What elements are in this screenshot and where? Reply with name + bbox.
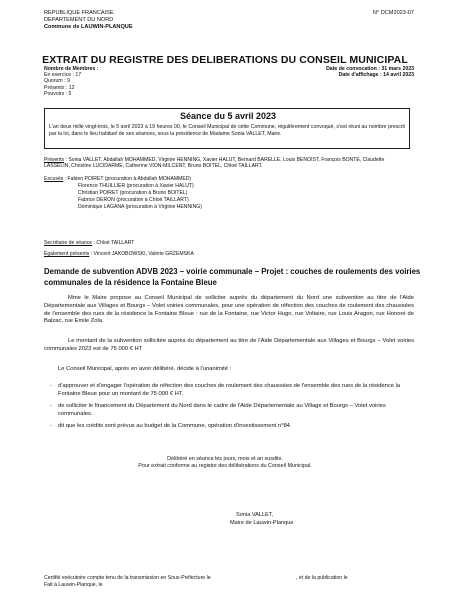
signatory-name: Sonia VALLET,: [236, 512, 274, 518]
members-pouvoirs: Pouvoirs : 5: [44, 90, 72, 97]
presents-label: Présents: [44, 157, 65, 163]
egalement-line: [44, 251, 194, 257]
decision-text: de solliciter le financement du Département du Nord dans le cadre de l'Aide Départementale au Village et Bourgs – Volet voiries communales.: [58, 403, 386, 417]
members-quorum: Quorum : 9: [44, 78, 70, 85]
secretaire-line: [44, 240, 134, 246]
seance-title: Séance du 5 avril 2023: [179, 111, 277, 121]
footer: [44, 575, 348, 589]
egalement-label: Également présents: [44, 251, 90, 257]
seance-box: [44, 108, 410, 149]
excuses-item: Fabrice DERON (procuration à Chloé TAILLART): [78, 197, 189, 203]
list-dash: -: [50, 403, 52, 409]
excuses-item: Dominique LAGANA (procuration à Virginie HENNING): [78, 204, 202, 210]
document-number: N° DCM2023-07: [372, 10, 414, 16]
members-presents: Présents : 12: [44, 84, 75, 91]
header-commune: Commune de LAUWIN-PLANQUE: [44, 23, 133, 30]
date-affichage: Date d'affichage : 14 avril 2023: [338, 72, 414, 79]
decision-item: [50, 423, 414, 431]
decision-text: d'approuver et d'engager l'opération de réfection des couches de roulement des chaussées de l'ensemble des rues de la résidence la Fontaine Bleue pour un montant de 75 000 € HT.: [58, 383, 401, 397]
excuses-item: Florence THUILLIER (procuration à Xavier HALUT): [78, 183, 194, 189]
decision-item: [50, 403, 414, 419]
footer-line-1: Certifié exécutoire compte tenu de la transmission en Sous-Préfecture le: [44, 575, 211, 581]
signatory-role: Maire de Lauwin-Planque: [230, 519, 294, 526]
body-paragraph-2: Le montant de la subvention sollicitée auprès du département au titre de l'Aide Départementale aux Villages et Bourgs – Volet voiries communales 2023 est de 75 000 € HT: [44, 338, 414, 352]
header-departement: DEPARTEMENT DU NORD: [44, 16, 114, 23]
excuses-item: Christian POIRET (procuration à Bruno BOITEL): [78, 190, 188, 196]
presents-line: [44, 157, 410, 170]
egalement-text: : Vincent JAKOBOWSKI, Valérie GRZEMSKA: [89, 251, 194, 257]
deliberation-subject: Demande de subvention ADVB 2023 – voirie communale – Projet : couches de roulements des voiries communales de la résidence la Fontaine Bleue: [44, 267, 421, 287]
members-en-exercice: En exercice : 17: [44, 72, 82, 79]
excuses-label: Excusés: [44, 176, 64, 182]
body-paragraph-3: Le Conseil Municipal, après en avoir délibéré, décide à l'unanimité :: [58, 366, 232, 372]
decision-text: dit que les crédits sont prévus au budget de la Commune, opération d'investissement n°84.: [58, 423, 292, 429]
members-block: [44, 66, 98, 97]
header-left: [44, 10, 133, 30]
excuses-item: : Fabien POIRET (procuration à Abdallah MOHAMMED): [63, 176, 192, 182]
footer-line-1-end: , et de la publication le: [296, 575, 348, 581]
list-dash: -: [50, 383, 52, 389]
page-title: EXTRAIT DU REGISTRE DES DELIBERATIONS DU CONSEIL MUNICIPAL: [42, 54, 408, 66]
members-heading: Nombre de Membres :: [44, 66, 99, 72]
excuses-block: [44, 176, 202, 210]
secretaire-text: : Chloé TAILLART: [92, 240, 135, 246]
decision-item: [50, 383, 414, 399]
signature-block: [230, 512, 293, 527]
body-paragraph-1: Mme le Maire propose au Conseil Municipal de solliciter auprès du département du Nord une subvention au titre de l'Aide Départementale aux Villages et Bourgs – Volet voiries communales, pour une opération de réfection des couches de roulement des chaussées de l'ensemble des rues de la résidence la Fontaine Bleue : rue de la Fontaine, rue Victor Hugo, rue Voltaire, rue Louis Aragon, rue Honoré de Balzac, rue Emile Zola.: [44, 295, 414, 325]
certify-line-1: Délibéré en séance les jours, mois et an susdits.: [167, 456, 283, 462]
list-dash: -: [50, 423, 52, 429]
date-convocation: Date de convocation : 31 mars 2023: [326, 66, 414, 72]
dates-block: [326, 66, 414, 78]
header-republique: REPUBLIQUE FRANCAISE: [44, 10, 114, 16]
seance-text: L'an deux mille vingt-trois, le 5 avril 2023 à 19 heures 00, le Conseil Municipal de cette Commune, régulièrement convoqué, s'est réuni au nombre prescrit par la loi, dans le lieu habituel de ses séances, sous la présidence de Madame Sonia VALLET, Maire.: [49, 124, 405, 137]
certify-line-2: Pour extrait conforme au registre des délibérations du Conseil Municipal.: [138, 463, 312, 469]
secretaire-label: Secrétaire de séance: [44, 240, 93, 246]
presents-text: : Sonia VALLET, Abdallah MOHAMMED, Virginie HENNING, Xavier HALUT, Bernard BARELLE, Louis BENOIST, François BONTE, Claudette LASSELIN, Christine LUCIDARME, Catherine VION-MILCENT, Bruno BOITEL, Chloé TAILLART.: [44, 157, 385, 170]
footer-line-2: Fait à Lauwin-Planque, le: [44, 581, 103, 588]
certification-block: [0, 456, 450, 470]
